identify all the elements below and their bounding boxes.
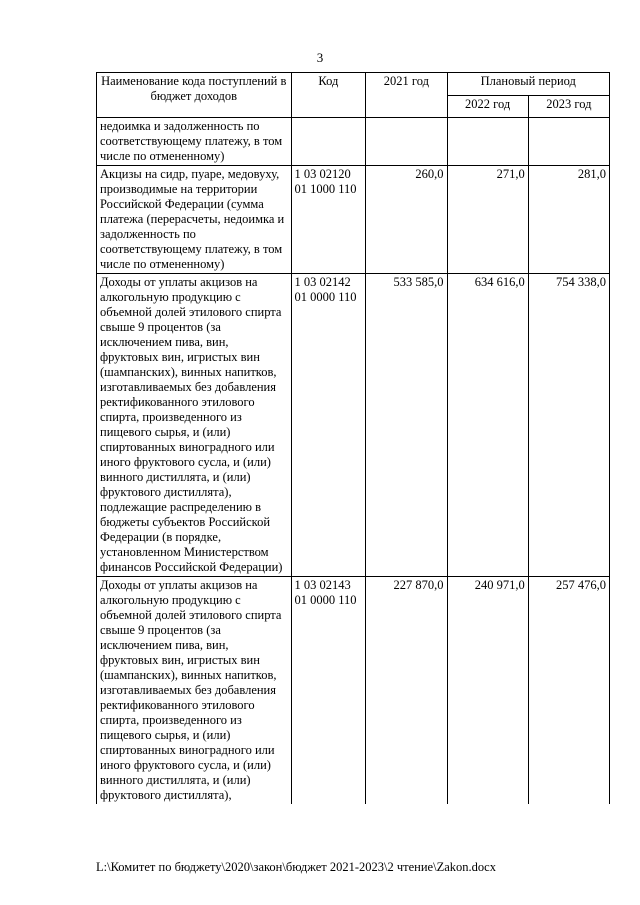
row-name: Доходы от уплаты акцизов на алкогольную продукцию с объемной долей этилового спирта свыше 9 процентов (за исключением пива, вин, фруктовых вин, игристых вин (шампанских), винных напитков, изготавливаемых без добавления ректификованного этилового спирта, произведенного из пищевого сырья, и (или) спиртованных виноградного или иного фруктового сусла, и (или) винного дистиллята, и (или) фруктового дистиллята), xyxy=(97,577,292,805)
table-row xyxy=(97,118,610,166)
row-2022 xyxy=(447,118,528,166)
row-name: Акцизы на сидр, пуаре, медовуху, производимые на территории Российской Федерации (сумма платежа (перерасчеты, недоимка и задолженность по соответствующему платежу, в том числе по отмененному) xyxy=(97,166,292,274)
row-2022: 271,0 xyxy=(447,166,528,274)
row-2023: 257 476,0 xyxy=(528,577,609,805)
row-2023 xyxy=(528,118,609,166)
row-2022: 634 616,0 xyxy=(447,274,528,577)
row-code: 1 03 02142 01 0000 110 xyxy=(291,274,366,577)
row-2021: 260,0 xyxy=(366,166,447,274)
table-row xyxy=(97,274,610,577)
row-code xyxy=(291,118,366,166)
row-name: Доходы от уплаты акцизов на алкогольную продукцию с объемной долей этилового спирта свыше 9 процентов (за исключением пива, вин, фруктовых вин, игристых вин (шампанских), винных напитков, изготавливаемых без добавления ректификованного этилового спирта, произведенного из пищевого сырья, и (или) спиртованных виноградного или иного фруктового сусла, и (или) винного дистиллята, и (или) фруктового дистиллята), подлежащие распределению в бюджеты субъектов Российской Федерации (в порядке, установленном Министерством финансов Российской Федерации) xyxy=(97,274,292,577)
header-planned-period: Плановый период xyxy=(447,73,609,96)
row-2023: 281,0 xyxy=(528,166,609,274)
row-code: 1 03 02120 01 1000 110 xyxy=(291,166,366,274)
footer-file-path: L:\Комитет по бюджету\2020\закон\бюджет 2021-2023\2 чтение\Zakon.docx xyxy=(96,860,496,874)
page-number: 3 xyxy=(316,50,324,65)
revenue-table xyxy=(96,72,610,804)
row-2023: 754 338,0 xyxy=(528,274,609,577)
row-name: недоимка и задолженность по соответствующему платежу, в том числе по отмененному) xyxy=(97,118,292,166)
header-name: Наименование кода поступлений в бюджет доходов xyxy=(97,73,292,118)
row-2021: 227 870,0 xyxy=(366,577,447,805)
row-2021 xyxy=(366,118,447,166)
table-row xyxy=(97,577,610,805)
header-2023: 2023 год xyxy=(528,95,609,118)
row-2022: 240 971,0 xyxy=(447,577,528,805)
header-2022: 2022 год xyxy=(447,95,528,118)
table-row xyxy=(97,166,610,274)
header-code: Код xyxy=(291,73,366,118)
header-2021: 2021 год xyxy=(366,73,447,118)
row-2021: 533 585,0 xyxy=(366,274,447,577)
row-code: 1 03 02143 01 0000 110 xyxy=(291,577,366,805)
